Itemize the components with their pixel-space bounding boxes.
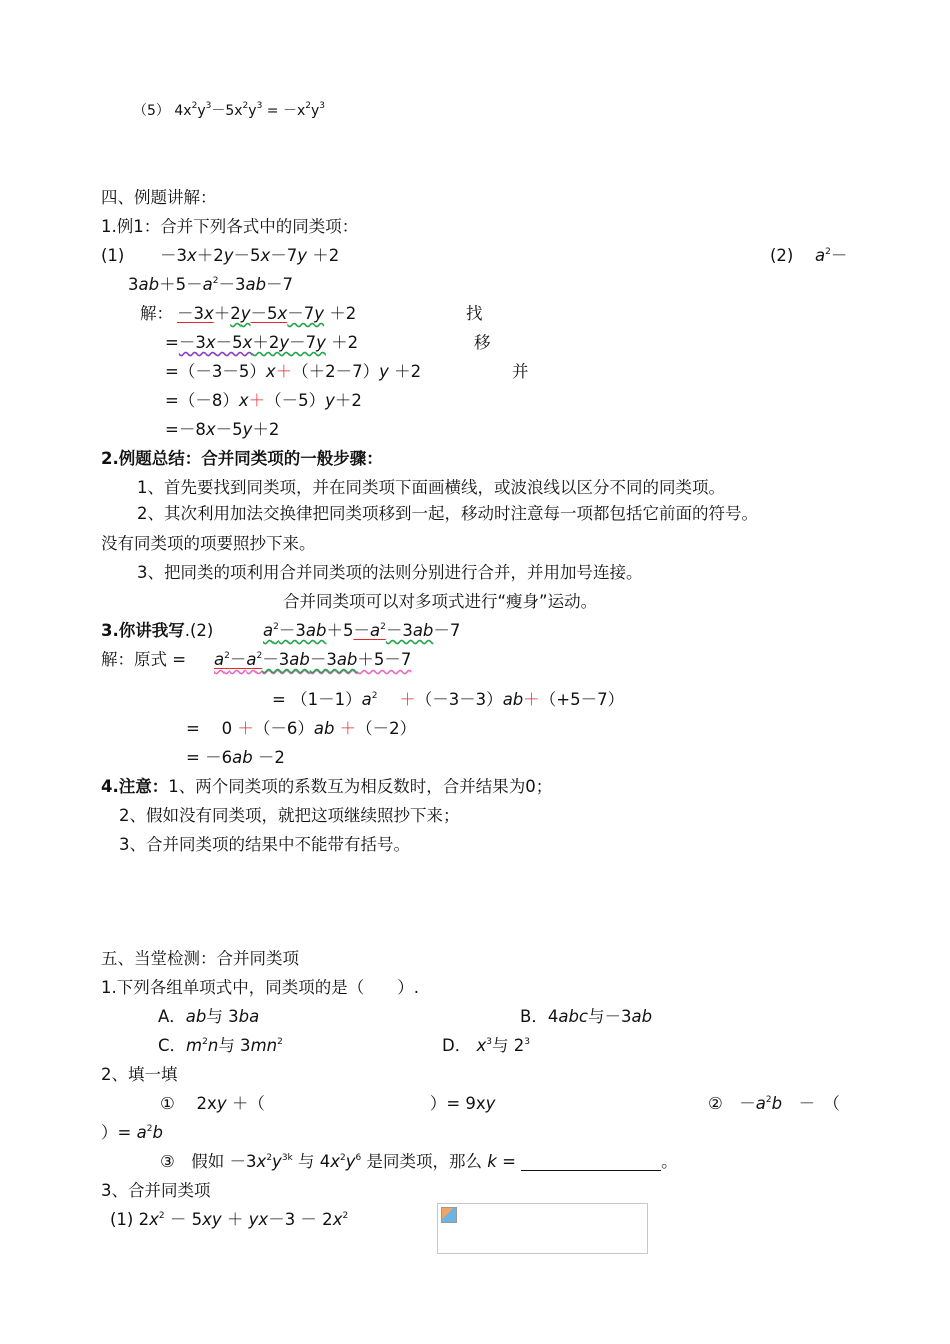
note-2: 2、假如没有同类项，就把这项继续照抄下来； xyxy=(119,806,460,825)
note-label: 4.注意： xyxy=(101,777,169,796)
problem-1-label: (1) xyxy=(101,246,125,265)
solution-line-5: =－8x－5y＋2 xyxy=(165,420,280,439)
solution-line-4: =（－8）x＋（－5）y＋2 xyxy=(165,391,362,410)
summary-heading xyxy=(101,451,383,468)
note-line-1 xyxy=(101,779,552,796)
example-3-label: 3.你讲我写 xyxy=(101,621,185,640)
example-3-expression: $a^2-3ab+5-a^2-3ab-7$ xyxy=(263,621,461,640)
summary-step-1: 1、首先要找到同类项，并在同类项下面画横线，或波浪线以区分不同的同类项。 xyxy=(137,478,725,497)
exercise-5-label: （5） xyxy=(133,103,170,119)
example-3-line-1: $a^2-a^2-3ab-3ab+5-7$ xyxy=(214,650,412,669)
example-3-line-2: = $(1-1)a^2$ ＋（－3－3）ab＋（+5－7） xyxy=(272,690,625,709)
example-3-line-4: = －6ab －2 xyxy=(186,748,285,767)
solution-label: 解： xyxy=(140,304,173,323)
summary-slogan: 合并同类项可以对多项式进行“瘦身”运动。 xyxy=(283,592,598,611)
summary-step-2-cont: 没有同类项的项要照抄下来。 xyxy=(101,534,316,553)
summary-step-3: 3、把同类的项利用合并同类项的法则分别进行合并，并用加号连接。 xyxy=(137,563,643,582)
example-3-number: .(2) xyxy=(184,621,214,640)
answer-blank[interactable] xyxy=(521,1156,661,1171)
section-4-heading: 四、例题讲解： xyxy=(101,188,217,207)
summary-step-2: 2、其次利用加法交换律把同类项移到一起，移动时注意每一项都包括它前面的符号。 xyxy=(137,504,758,523)
step-merge: 并 xyxy=(512,362,529,381)
option-b: B．4abc与－3ab xyxy=(520,1007,653,1026)
option-a: A．ab与 3ba xyxy=(158,1007,260,1026)
step-move: 移 xyxy=(474,333,491,352)
question-2-part-1: ① 2xy ＋（ ）= 9xy xyxy=(160,1094,496,1113)
question-2-part-2-start: ② $-a^2b$ － （ xyxy=(708,1094,840,1113)
summary-bold: 合并同类项的一般步骤： xyxy=(201,449,383,468)
exercise-5-equation: $4x^2y^3-5x^2y^3 = -x^2y^3$ xyxy=(174,101,325,119)
solution-line-3: =（－3－5）x＋（＋2－7）y ＋2 xyxy=(165,362,422,381)
note-1: 1、两个同类项的系数互为相反数时，合并结果为0； xyxy=(168,777,553,796)
question-2-part-3: ③ 假如 $-3x^2y^{3k}$ 与 $4x^2y^6$ 是同类项，那么 k = 。 xyxy=(160,1152,678,1171)
example-3-line-3: = 0 ＋（－6）ab ＋（－2） xyxy=(186,719,417,738)
example-3-solution-label: 解：原式 = xyxy=(101,650,187,669)
section-5-heading: 五、当堂检测：合并同类项 xyxy=(101,949,299,968)
question-2: 2、填一填 xyxy=(101,1065,178,1084)
example-1-title: 1.例1：合并下列各式中的同类项： xyxy=(101,217,359,236)
summary-label: 2.例题总结： xyxy=(101,449,202,468)
note-3: 3、合并同类项的结果中不能带有括号。 xyxy=(119,835,410,854)
example-3-heading xyxy=(101,623,213,640)
option-d: D． $x^3$与 $2^3$ xyxy=(442,1036,530,1055)
problem-2-label: (2) xyxy=(770,246,794,265)
problem-2-expression-start: $a^2-$ xyxy=(815,246,848,265)
exercise-5-line xyxy=(133,101,325,119)
step-find: 找 xyxy=(466,304,483,323)
question-3-part-1: (1) $2x^2 - 5xy + yx-3 - 2x^2$ xyxy=(110,1210,349,1229)
solution-line-2: =－3x－5x＋2y－7y ＋2 xyxy=(165,333,359,352)
solution-line-1: －3x＋2y－5x－7y ＋2 xyxy=(177,304,357,323)
broken-image-icon xyxy=(441,1207,457,1223)
question-2-part-2-end: ）= $a^2b$ xyxy=(101,1123,163,1142)
question-1: 1.下列各组单项式中，同类项的是（ ）. xyxy=(101,978,419,997)
broken-image-placeholder xyxy=(437,1203,648,1254)
question-3: 3、合并同类项 xyxy=(101,1181,211,1200)
option-c: C．$m^2n$与 $3mn^2$ xyxy=(158,1036,283,1055)
problem-2-expression-rest: $3ab+5-a^2-3ab-7$ xyxy=(128,275,294,294)
problem-1-expression: －3x＋2y－5x－7y ＋2 xyxy=(160,246,340,265)
